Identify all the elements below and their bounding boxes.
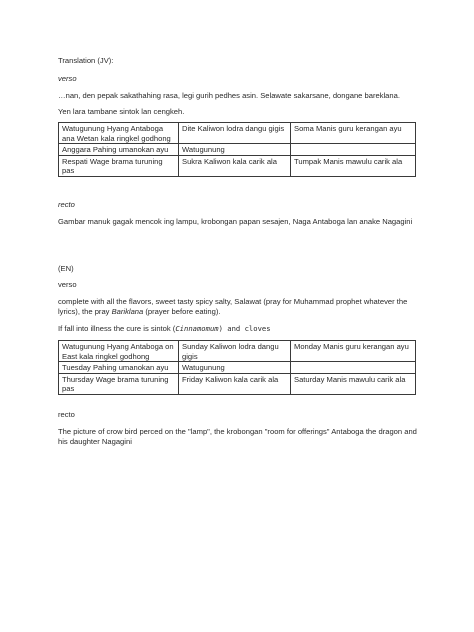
table-cell: Sukra Kaliwon kala carik ala <box>179 155 291 176</box>
en-verso-text <box>58 297 418 317</box>
table-cell: Thursday Wage brama turuning pas <box>59 373 179 394</box>
table-cell: Sunday Kaliwon lodra dangu gigis <box>179 341 291 362</box>
en-verso-text-a: complete with all the flavors, sweet tasty spicy salty, Salawat (pray for Muhammad prophet whatever the lyrics), the pray <box>58 297 408 316</box>
en-illness-text <box>58 324 418 334</box>
table-row <box>59 144 416 156</box>
en-calendar-table <box>58 340 416 395</box>
table-cell: Respati Wage brama turuning pas <box>59 155 179 176</box>
table-cell: Watugunung Hyang Antaboga ana Wetan kala ringkel godhong <box>59 123 179 144</box>
jv-heading: Translation (JV): <box>58 56 114 65</box>
en-verso-text-b: (prayer before eating). <box>143 307 221 316</box>
jv-verso-text-2: Yen lara tambane sintok lan cengkeh. <box>58 107 185 116</box>
table-cell: Friday Kaliwon kala carik ala <box>179 373 291 394</box>
en-verso-text-italic: Bariklana <box>111 307 144 316</box>
table-cell <box>291 144 416 156</box>
table-cell: Watugunung <box>179 362 291 374</box>
en-recto-label: recto <box>58 410 75 419</box>
table-row <box>59 123 416 144</box>
jv-calendar-table <box>58 122 416 177</box>
table-cell: Dite Kaliwon lodra dangu gigis <box>179 123 291 144</box>
table-cell <box>291 362 416 374</box>
table-cell: Soma Manis guru kerangan ayu <box>291 123 416 144</box>
jv-verso-label: verso <box>58 74 77 83</box>
en-illness-b: ) and cloves <box>218 324 271 333</box>
en-illness-a: If fall into illness the cure is sintok ( <box>58 324 176 333</box>
jv-recto-text: Gambar manuk gagak mencok ing lampu, krobongan papan sesajen, Naga Antaboga lan anake Nagagini <box>58 217 413 226</box>
table-row <box>59 362 416 374</box>
en-verso-label: verso <box>58 280 77 289</box>
table-cell: Watugunung Hyang Antaboga on East kala ringkel godhong <box>59 341 179 362</box>
table-row <box>59 341 416 362</box>
jv-recto-label: recto <box>58 200 75 209</box>
en-heading: (EN) <box>58 264 74 273</box>
table-row <box>59 373 416 394</box>
table-cell: Monday Manis guru kerangan ayu <box>291 341 416 362</box>
en-illness-latin: Cinnamomum <box>175 324 219 333</box>
table-row <box>59 155 416 176</box>
en-recto-text: The picture of crow bird perced on the "lamp", the krobongan "room for offerings" Antaboga the dragon and his daughter Nagagini <box>58 427 417 446</box>
table-cell: Anggara Pahing umanokan ayu <box>59 144 179 156</box>
table-cell: Saturday Manis mawulu carik ala <box>291 373 416 394</box>
table-cell: Tumpak Manis mawulu carik ala <box>291 155 416 176</box>
table-cell: Tuesday Pahing umanokan ayu <box>59 362 179 374</box>
jv-verso-text: …nan, den pepak sakathahing rasa, legi gurih pedhes asin. Selawate sakarsane, dongane bareklana. <box>58 91 400 100</box>
table-cell: Watugunung <box>179 144 291 156</box>
